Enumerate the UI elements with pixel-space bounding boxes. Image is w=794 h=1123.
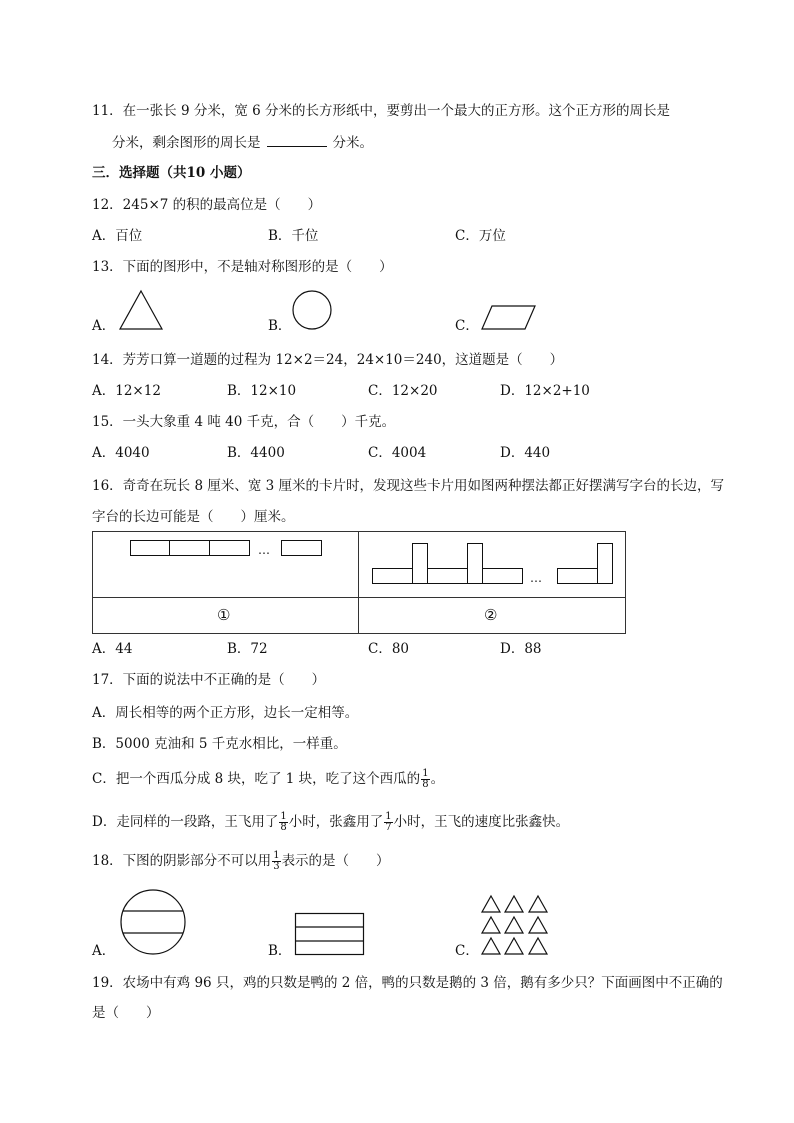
q13-option-c[interactable]: C． [455,318,479,334]
q16-line2: 字台的长边可能是（ ）厘米。 [92,509,295,525]
q16-label-1: ① [217,606,231,624]
q17-stem: 17．下面的说法中不正确的是（ ） [92,672,326,688]
triangles-grid-icon [481,895,551,957]
fraction-one-eighth: $\frac{1}{8}$ [280,811,287,833]
q14-stem: 14．芳芳口算一道题的过程为 12×2＝24，24×10＝240，这道题是（ ） [92,352,564,368]
circle-icon [291,290,333,332]
section-heading: 三．选择题（共10 小题） [92,165,251,181]
q18-option-c[interactable]: C． [455,943,479,959]
q17-c-text: C．把一个西瓜分成 8 块，吃了 1 块，吃了这个西瓜的 [92,771,421,787]
q16-option-d[interactable]: D．88 [500,641,542,657]
q11-answer-blank[interactable] [267,132,327,147]
q16-ellipsis-2: … [530,571,542,585]
q16-option-a[interactable]: A．44 [92,641,133,657]
q17-option-b[interactable]: B．5000 克油和 5 千克水相比，一样重。 [92,736,347,752]
q16-ellipsis-1: … [258,543,270,557]
q19-line1: 19．农场中有鸡 96 只，鸡的只数是鸭的 2 倍，鸭的只数是鹅的 3 倍，鹅有多少只？下面画图中不正确的 [92,975,723,991]
q15-option-a[interactable]: A．4040 [92,445,150,461]
q17-option-a[interactable]: A．周长相等的两个正方形，边长一定相等。 [92,705,359,721]
rectangle-divided-icon [295,913,365,956]
q13-option-b[interactable]: B． [268,318,292,334]
q15-option-c[interactable]: C．4004 [368,445,427,461]
q18-option-a[interactable]: A． [92,943,116,959]
q11-text-a: 分米，剩余图形的周长是 [112,135,261,151]
q14-option-c[interactable]: C．12×20 [368,383,438,399]
q15-option-d[interactable]: D．440 [500,445,551,461]
circle-divided-icon [120,889,186,955]
q11-line2 [112,132,373,153]
q16-line1: 16．奇奇在玩长 8 厘米、宽 3 厘米的卡片时，发现这些卡片用如图两种摆法都正好摆满写字台的长边，写 [92,478,725,494]
q11-text-b: 分米。 [332,135,373,151]
fraction-one-seventh: $\frac{1}{7}$ [385,811,392,833]
q16-option-c[interactable]: C．80 [368,641,410,657]
fraction-one-eighth: $\frac{1}{8}$ [422,768,429,790]
q16-label-2: ② [484,606,498,624]
arrangement-2 [373,544,613,584]
parallelogram-icon [480,305,538,331]
q14-option-d[interactable]: D．12×2+10 [500,383,590,399]
q17-c-end: 。 [430,771,445,787]
q15-stem: 15．一头大象重 4 吨 40 千克，合（ ）千克。 [92,414,396,430]
q19-line2: 是（ ） [92,1005,160,1021]
fraction-one-third: $\frac{1}{3}$ [273,850,280,872]
q13-option-a[interactable]: A． [92,318,116,334]
triangle-icon [118,289,164,331]
q18-text-1: 18．下图的阴影部分不可以用 [92,853,272,869]
q15-option-b[interactable]: B．4400 [227,445,285,461]
q16-card-table [92,531,627,635]
q13-stem: 13．下面的图形中，不是轴对称图形的是（ ） [92,259,393,275]
q16-option-b[interactable]: B．72 [227,641,268,657]
q17-option-d[interactable] [92,805,569,839]
q18-text-2: 表示的是（ ） [281,853,390,869]
q14-option-b[interactable]: B．12×10 [227,383,297,399]
q17-d-text-2: 小时，张鑫用了 [288,814,384,830]
q11-line1: 11．在一张长 9 分米，宽 6 分米的长方形纸中，要剪出一个最大的正方形。这个正方形的周长是 [92,103,671,119]
q12-option-b[interactable]: B．千位 [268,228,319,244]
q18-stem [92,844,390,878]
q14-option-a[interactable]: A．12×12 [92,383,161,399]
q17-option-c[interactable] [92,762,444,796]
q18-option-b[interactable]: B． [268,943,292,959]
q17-d-text-3: 小时，王飞的速度比张鑫快。 [393,814,570,830]
q12-option-a[interactable]: A．百位 [92,228,143,244]
q17-d-text-1: D．走同样的一段路，王飞用了 [92,814,279,830]
q12-option-c[interactable]: C．万位 [455,228,506,244]
q12-stem: 12．245×7 的积的最高位是（ ） [92,197,322,213]
arrangement-1 [131,541,322,556]
